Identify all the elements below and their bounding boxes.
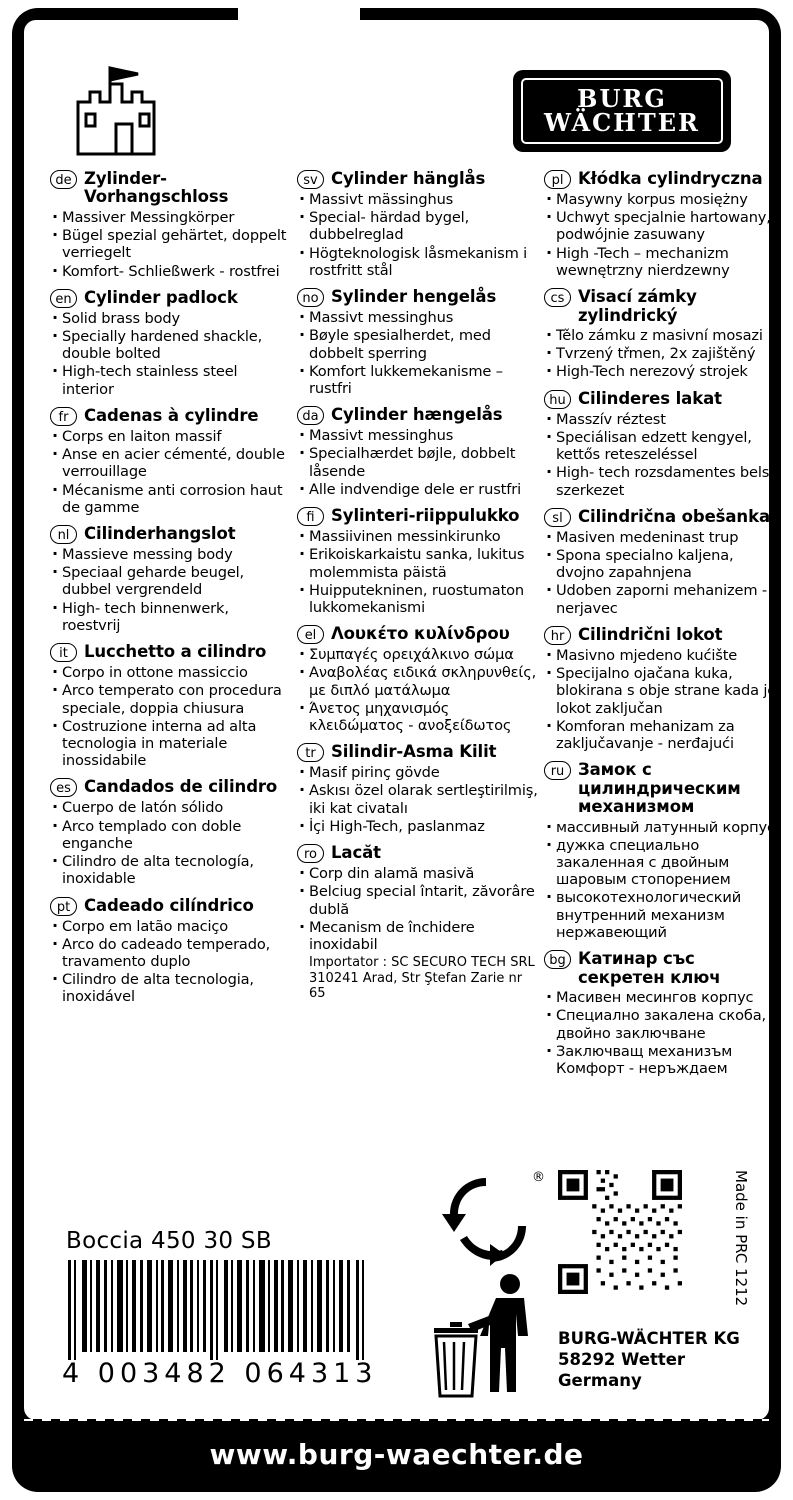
language-code-badge: pt	[50, 897, 77, 916]
feature-item: · Masif pirinç gövde	[297, 764, 538, 781]
feature-item: · Erikoiskarkaistu sanka, lukitus molemmista päistä	[297, 546, 538, 580]
feature-item: · Massieve messing body	[50, 546, 291, 563]
language-block-sl	[544, 508, 785, 617]
feature-item: · Tělo zámku z masivní mosazi	[544, 327, 785, 344]
feature-item: · Alle indvendige dele er rustfri	[297, 481, 538, 498]
feature-item: · массивный латунный корпус	[544, 819, 785, 836]
language-column-3	[544, 170, 791, 1086]
feature-item: · Mécanisme anti corrosion haut de gamme	[50, 482, 291, 516]
feature-item: · Högteknologisk låsmekanism i rostfritt stål	[297, 245, 538, 279]
language-block-cs	[544, 288, 785, 381]
feature-item: · Masivno mjedeno kućište	[544, 647, 785, 664]
language-title: Visací zámky zylindrický	[578, 287, 697, 325]
feature-item: · Costruzione interna ad alta tecnologia in materiale inossidabile	[50, 718, 291, 770]
feature-item: · Masszív réztest	[544, 411, 785, 428]
feature-list	[544, 191, 785, 279]
feature-item: · Massivt mässinghus	[297, 191, 538, 208]
feature-item: · Заключващ механизъм Комфорт - неръждаем	[544, 1043, 785, 1077]
feature-item: · Komforan mehanizam za zaključavanje - nerđajući	[544, 718, 785, 752]
language-title: Candados de cilindro	[84, 777, 278, 797]
language-title: Cadeado cilíndrico	[84, 895, 254, 915]
language-block-it	[50, 643, 291, 769]
white-label-area	[24, 20, 779, 1420]
language-title: Cylinder padlock	[84, 287, 238, 307]
feature-list	[544, 819, 785, 942]
language-block-el	[297, 625, 538, 734]
feature-item: · High-Tech nerezový strojek	[544, 363, 785, 380]
language-title: Cilinderhangslot	[84, 524, 236, 543]
barcode-digits: 4 003482 064313	[62, 1358, 378, 1389]
feature-item: · Speciaal geharde beugel, dubbel vergrendeld	[50, 564, 291, 598]
feature-list	[297, 865, 538, 953]
feature-item: · Corp din alamă masivă	[297, 865, 538, 882]
feature-item: · Solid brass body	[50, 310, 291, 327]
feature-list	[50, 209, 291, 280]
perforation-line	[24, 1419, 769, 1421]
language-block-fr	[50, 407, 291, 516]
feature-list	[297, 764, 538, 835]
feature-item: · İçi High-Tech, paslanmaz	[297, 818, 538, 835]
model-name: Boccia 450 30 SB	[66, 1228, 272, 1254]
language-code-badge: tr	[297, 743, 324, 762]
feature-item: · Special- härdad bygel, dubbelreglad	[297, 209, 538, 243]
language-title: Sylinder hengelås	[331, 287, 497, 307]
feature-item: · Масивен месингов корпус	[544, 989, 785, 1006]
language-code-badge: el	[297, 625, 324, 644]
made-in-text: Made in PRC 1212	[732, 1170, 750, 1307]
feature-item: · Specijalno ojačana kuka, blokirana s obje strane kada je lokot zaključan	[544, 665, 785, 717]
language-block-pt	[50, 897, 291, 1006]
language-code-badge: cs	[544, 288, 571, 307]
feature-item: · Udoben zaporni mehanizem - nerjavec	[544, 582, 785, 616]
feature-list	[297, 309, 538, 397]
feature-list	[297, 646, 538, 734]
feature-item: · Massiivinen messinkirunko	[297, 528, 538, 545]
feature-item: · Cilindro de alta tecnología, inoxidable	[50, 853, 291, 887]
language-code-badge: fr	[50, 407, 77, 426]
weee-bin-icon	[432, 1270, 542, 1400]
feature-list	[544, 411, 785, 499]
language-title: Cadenas à cylindre	[84, 405, 259, 425]
feature-list	[544, 327, 785, 381]
language-code-badge: ru	[544, 761, 571, 780]
feature-item: · Komfort- Schließwerk - rostfrei	[50, 263, 291, 280]
feature-item: · Belciug special întarit, zăvorâre dublă	[297, 883, 538, 917]
language-code-badge: it	[50, 643, 77, 662]
feature-item: · Специално закалена скоба, с двойно заключване	[544, 1007, 785, 1041]
company-address	[558, 1328, 740, 1391]
language-title: Cylinder hänglås	[331, 169, 486, 188]
language-title: Lacăt	[331, 843, 381, 863]
language-title: Zylinder-Vorhangschloss	[84, 169, 229, 207]
euro-hang-hole	[238, 4, 360, 76]
feature-item: · Corpo em latão maciço	[50, 918, 291, 935]
feature-item: · Specialhærdet bøjle, dobbelt låsende	[297, 445, 538, 479]
language-code-badge: no	[297, 288, 324, 307]
feature-list	[50, 918, 291, 1006]
feature-item: · High- tech binnenwerk, roestvrij	[50, 600, 291, 634]
language-title: Cylinder hængelås	[331, 405, 503, 425]
brand-logo-line1: BURG	[577, 83, 667, 113]
language-code-badge: ro	[297, 844, 324, 863]
language-block-ru	[544, 761, 785, 941]
language-title: Замок с цилиндрическим механизмом	[578, 760, 741, 817]
feature-item: · Specially hardened shackle, double bolted	[50, 328, 291, 362]
feature-item: · Cuerpo de latón sólido	[50, 799, 291, 816]
bottom-section	[50, 1160, 792, 1440]
company-name: BURG-WÄCHTER KG	[558, 1329, 740, 1348]
language-block-pl	[544, 170, 785, 279]
feature-list	[544, 647, 785, 752]
feature-item: · Masywny korpus mosiężny	[544, 191, 785, 208]
feature-item: · High-tech stainless steel interior	[50, 363, 291, 397]
company-city: 58292 Wetter	[558, 1350, 686, 1370]
feature-item: · Anse en acier cémenté, double verrouillage	[50, 446, 291, 480]
feature-item: · Arco temperato con procedura speciale, doppia chiusura	[50, 682, 291, 716]
language-title: Kłódka cylindryczna	[578, 169, 763, 188]
castle-icon	[70, 62, 190, 162]
language-block-sv	[297, 170, 538, 279]
feature-item: · Cilindro de alta tecnologia, inoxidável	[50, 971, 291, 1005]
feature-item: · High- tech rozsdamentes belső szerkezet	[544, 464, 785, 498]
language-block-hr	[544, 626, 785, 752]
language-title: Катинар със секретен ключ	[578, 949, 721, 987]
language-block-hu	[544, 390, 785, 499]
language-column-2	[297, 170, 544, 1086]
feature-item: · Masiven medeninast trup	[544, 529, 785, 546]
language-title: Cilindrična obešanka	[578, 506, 770, 526]
feature-item: · Αναβολέας ειδικά σκληρυνθείς, με διπλό ματάλωμα	[297, 664, 538, 698]
language-code-badge: sv	[297, 170, 324, 189]
language-columns	[50, 170, 792, 1086]
feature-list	[50, 664, 291, 769]
feature-item: · Corps en laiton massif	[50, 428, 291, 445]
feature-item: · Bøyle spesialherdet, med dobbelt sperring	[297, 327, 538, 361]
feature-item: · Massivt messinghus	[297, 309, 538, 326]
feature-item: · Askısı özel olarak sertleştirilmiş, iki kat civatalı	[297, 782, 538, 816]
feature-item: · Bügel spezial gehärtet, doppelt verriegelt	[50, 227, 291, 261]
language-block-de	[50, 170, 291, 280]
language-code-badge: nl	[50, 525, 77, 544]
feature-item: · Huipputekninen, ruostumaton lukkomekanismi	[297, 582, 538, 616]
feature-item: · Massivt messinghus	[297, 427, 538, 444]
language-title: Λουκέτο κυλίνδρου	[331, 624, 510, 644]
feature-item: · Corpo in ottone massiccio	[50, 664, 291, 681]
feature-item: · Συμπαγές ορειχάλκινο σώμα	[297, 646, 538, 663]
language-block-bg	[544, 950, 785, 1077]
language-code-badge: da	[297, 406, 324, 425]
company-country: Germany	[558, 1371, 642, 1391]
feature-list	[297, 427, 538, 498]
feature-item: · Arco templado con doble enganche	[50, 818, 291, 852]
footer-strip	[24, 1424, 769, 1484]
language-title: Cilinderes lakat	[578, 388, 722, 408]
feature-item: · High -Tech – mechanizm wewnętrzny nierdzewny	[544, 245, 785, 279]
feature-item: · Massiver Messingkörper	[50, 209, 291, 226]
feature-list	[297, 191, 538, 279]
language-title: Cilindrični lokot	[578, 624, 723, 644]
feature-item: · Mecanism de închidere inoxidabil	[297, 919, 538, 953]
language-block-tr	[297, 743, 538, 835]
language-title: Sylinteri-riippulukko	[331, 506, 520, 526]
language-code-badge: en	[50, 289, 77, 308]
feature-item: · Speciálisan edzett kengyel, kettős reteszeléssel	[544, 429, 785, 463]
language-block-no	[297, 288, 538, 397]
feature-item: · высокотехнологический внутренний механизм нержавеющий	[544, 889, 785, 941]
feature-list	[50, 310, 291, 398]
language-block-nl	[50, 525, 291, 634]
language-block-es	[50, 778, 291, 887]
language-code-badge: es	[50, 778, 77, 797]
language-code-badge: hr	[544, 626, 571, 645]
language-block-ro	[297, 844, 538, 1001]
brand-logo	[513, 70, 731, 152]
language-title: Silindir-Asma Kilit	[331, 742, 497, 762]
feature-item: · Άνετος μηχανισμός κλειδώματος - ανοξείδωτος	[297, 700, 538, 734]
feature-list	[544, 989, 785, 1077]
feature-item: · Komfort lukkemekanisme – rustfri	[297, 363, 538, 397]
feature-list	[50, 546, 291, 634]
qr-code[interactable]	[558, 1170, 682, 1294]
website-url[interactable]: www.burg-waechter.de	[209, 1437, 584, 1471]
language-code-badge: de	[50, 170, 77, 189]
language-column-1	[50, 170, 297, 1086]
language-code-badge: pl	[544, 170, 571, 189]
feature-item: · Uchwyt specjalnie hartowany, podwójnie zasuwany	[544, 209, 785, 243]
registered-trademark-symbol: ®	[532, 1170, 545, 1185]
language-code-badge: fi	[297, 507, 324, 526]
importer-note: Importator : SC SECURO TECH SRL 310241 Arad, Str Ştefan Zarie nr 65	[309, 955, 535, 1001]
recycle-arrows-icon	[440, 1174, 532, 1266]
language-title: Lucchetto a cilindro	[84, 642, 267, 662]
feature-list	[544, 529, 785, 617]
barcode	[66, 1260, 376, 1360]
language-block-da	[297, 406, 538, 498]
language-code-badge: bg	[544, 950, 571, 969]
language-code-badge: hu	[544, 390, 571, 409]
language-block-fi	[297, 507, 538, 616]
feature-list	[50, 799, 291, 887]
language-block-en	[50, 289, 291, 398]
feature-list	[50, 428, 291, 516]
brand-logo-line2: WÄCHTER	[544, 108, 700, 137]
feature-item: · дужка специально закаленная с двойным шаровым стопорением	[544, 837, 785, 889]
feature-item: · Spona specialno kaljena, dvojno zapahnjena	[544, 547, 785, 581]
feature-item: · Arco do cadeado temperado, travamento duplo	[50, 936, 291, 970]
language-code-badge: sl	[544, 508, 571, 527]
feature-list	[297, 528, 538, 616]
feature-item: · Tvrzený třmen, 2x zajištěný	[544, 345, 785, 362]
